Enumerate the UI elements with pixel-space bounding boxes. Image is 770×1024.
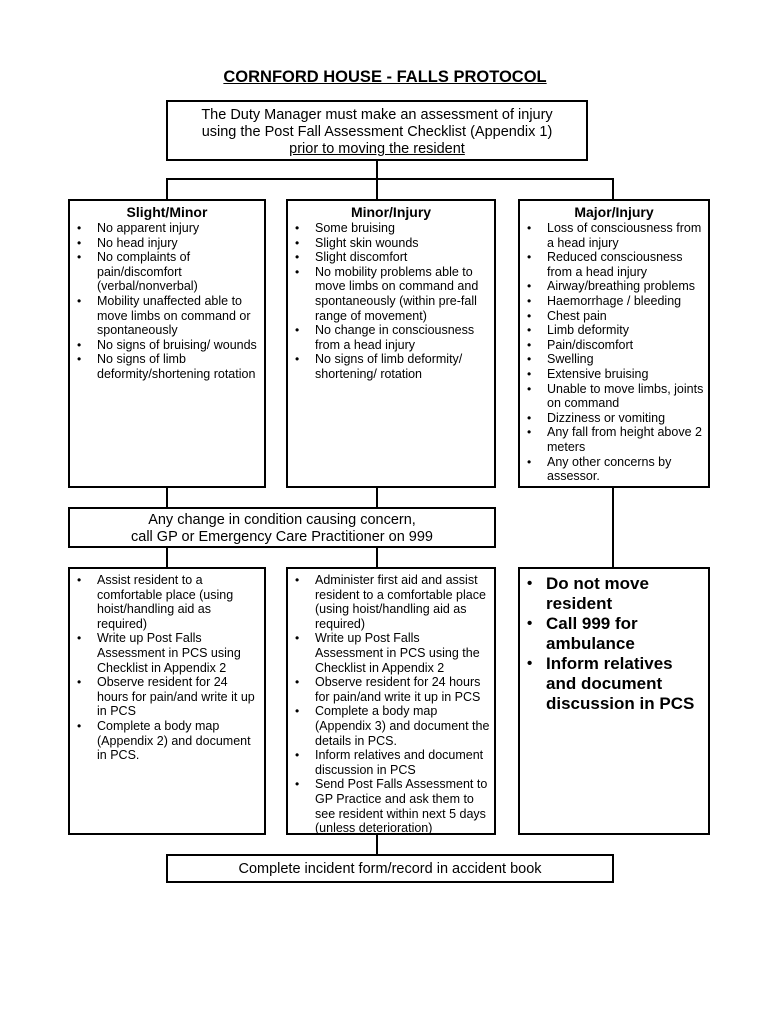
list-item: • No head injury [70,236,260,251]
list-item: • Any fall from height above 2 meters [520,425,704,454]
list-item: • Observe resident for 24 hours for pain/and write it up in PCS [288,675,490,704]
list-item: • Slight discomfort [288,250,490,265]
list-item: • Call 999 for ambulance [520,614,704,654]
connector-col2-to-change [376,488,378,508]
list-item: • Any other concerns by assessor. [520,455,704,484]
list-item: • Mobility unaffected able to move limbs on command or spontaneously [70,294,260,338]
assessment-line-3: prior to moving the resident [289,141,465,157]
assessment-line-1: The Duty Manager must make an assessment of injury [201,107,553,123]
list-item: • Inform relatives and document discussion in PCS [520,654,704,714]
list-item: • Pain/discomfort [520,338,704,353]
list-item: • Send Post Falls Assessment to GP Practice and ask them to see resident within next 5 days (unless deterioration) [288,777,490,835]
list-item: • No complaints of pain/discomfort (verbal/nonverbal) [70,250,260,294]
list-item: • Airway/breathing problems [520,279,704,294]
minor-injury-actions-list [288,573,494,836]
list-item: • Loss of consciousness from a head injury [520,221,704,250]
minor-injury-list [288,221,494,382]
list-item: • Assist resident to a comfortable place (using hoist/handling aid as required) [70,573,260,631]
connector-top-vertical [376,161,378,179]
list-item: • Observe resident for 24 hours for pain/and write it up in PCS [70,675,260,719]
slight-minor-actions-list [70,573,264,763]
list-item: • Write up Post Falls Assessment in PCS using the Checklist in Appendix 2 [288,631,490,675]
list-item: • Do not move resident [520,574,704,614]
major-injury-box [518,199,710,488]
list-item: • Complete a body map (Appendix 3) and document the details in PCS. [288,704,490,748]
list-item: • Some bruising [288,221,490,236]
major-injury-heading: Major/Injury [574,204,654,220]
list-item: • Extensive bruising [520,367,704,382]
connector-change-to-action2 [376,548,378,568]
list-item: • Write up Post Falls Assessment in PCS using Checklist in Appendix 2 [70,631,260,675]
slight-minor-box [68,199,266,488]
incident-form-text: Complete incident form/record in accident book [238,861,542,877]
connector-col3-to-action [612,488,614,568]
minor-injury-box [286,199,496,488]
list-item: • Dizziness or vomiting [520,411,704,426]
connector-change-to-action1 [166,548,168,568]
list-item: • No apparent injury [70,221,260,236]
list-item: • Reduced consciousness from a head injury [520,250,704,279]
change-line-1: Any change in condition causing concern, [148,512,416,528]
change-line-2: call GP or Emergency Care Practitioner on 999 [131,529,433,545]
incident-form-box [166,854,614,883]
list-item: • No signs of limb deformity/shortening rotation [70,352,260,381]
list-item: • Inform relatives and document discussion in PCS [288,748,490,777]
list-item: • No change in consciousness from a head injury [288,323,490,352]
major-injury-actions-list [520,574,708,714]
list-item: • Complete a body map (Appendix 2) and document in PCS. [70,719,260,763]
assessment-line-2: using the Post Fall Assessment Checklist (Appendix 1) [201,124,553,140]
list-item: • Administer first aid and assist resident to a comfortable place (using hoist/handling aid as required) [288,573,490,631]
list-item: • Haemorrhage / bleeding [520,294,704,309]
slight-minor-heading: Slight/Minor [126,204,208,220]
connector-action2-to-bottom [376,835,378,855]
list-item: • Slight skin wounds [288,236,490,251]
major-injury-list [520,221,708,484]
list-item: • No signs of limb deformity/ shortening/ rotation [288,352,490,381]
connector-top-horizontal [166,178,614,180]
connector-col1-drop [166,178,168,200]
assessment-box [166,100,588,161]
list-item: • No signs of bruising/ wounds [70,338,260,353]
minor-injury-heading: Minor/Injury [350,204,432,220]
list-item: • No mobility problems able to move limbs on command and spontaneously (within pre-fall range of movement) [288,265,490,323]
change-condition-box [68,507,496,548]
page-title: CORNFORD HOUSE - FALLS PROTOCOL [223,68,547,86]
connector-col1-to-change [166,488,168,508]
minor-injury-actions-box [286,567,496,835]
connector-col3-drop [612,178,614,200]
major-injury-actions-box [518,567,710,835]
list-item: • Limb deformity [520,323,704,338]
list-item: • Swelling [520,352,704,367]
list-item: • Chest pain [520,309,704,324]
list-item: • Unable to move limbs, joints on command [520,382,704,411]
connector-col2-drop [376,178,378,200]
slight-minor-list [70,221,264,382]
slight-minor-actions-box [68,567,266,835]
